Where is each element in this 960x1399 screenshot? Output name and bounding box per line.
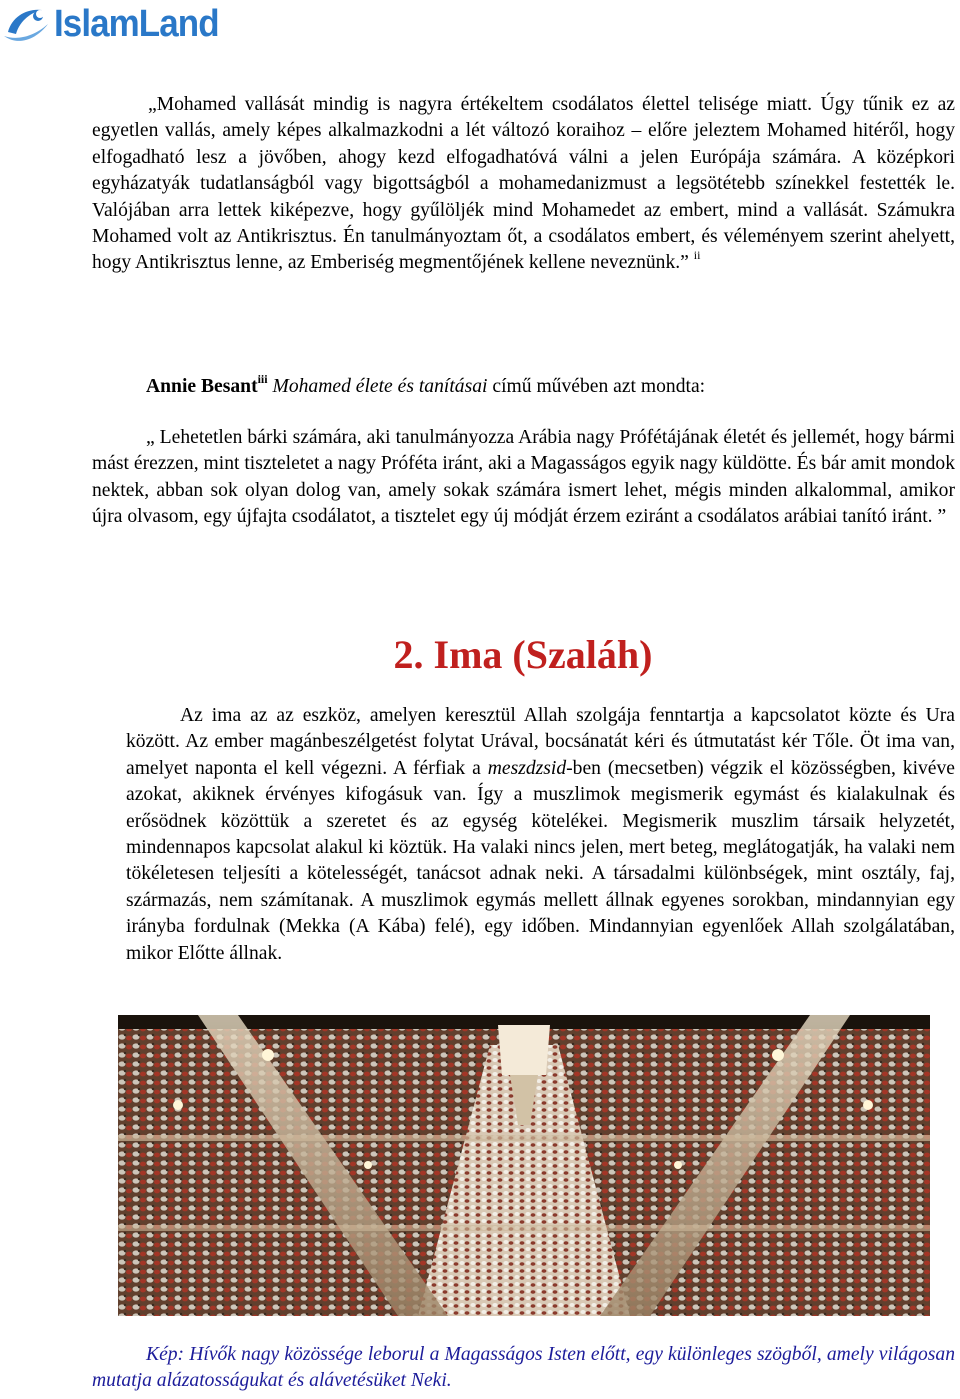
- crescent-swoosh-icon: [2, 2, 52, 46]
- footnote-marker[interactable]: iii: [257, 372, 268, 386]
- mosque-prayer-photo: [118, 1015, 930, 1316]
- quote-paragraph: [92, 92, 955, 277]
- besant-intro: [146, 374, 946, 400]
- author-name: Annie Besant: [146, 376, 258, 397]
- body-part2: -ben (mecsetben) végzik el közösségben, kivéve azokat, akiknek érvényes kifogásuk van. Így a muszlimok megismerik egymást és kialakulnak és erősödnek közöttük a szeretet és az egység kötelékei. Megismerik muszlim társaik helyzetét, mindennapos kapcsolat alakul ki köztük. Ha valaki nincs jelen, mert beteg, meglátogatják, ha valaki nem tökéletesen teljesíti a kötelességét, tanácsot adnak neki. A társadalmi különbségek, mint osztály, faj, származás, nem számítanak. A muszlimok egymás mellett állnak egyenes sorokban, mindannyian egy irányba fordulnak (Mekka (A Kába) felé), egy időben. Mindannyian egyenlőek Allah szolgálatában, mikor Előtte állnak.: [126, 757, 955, 964]
- logo-wordmark: IslamLand: [54, 3, 219, 45]
- quote-text: „Mohamed vallását mindig is nagyra értékeltem csodálatos élettel telisége miatt. Úgy tűnik ez az egyetlen vallás, amely képes alkalmazkodni a lét változó koraihoz – előre jeleztem Mohamed hitéről, hogy elfogadható lesz a jövőben, ahogy kezd elfogadhatóvá válni a jelen Európája számára. A középkori egyházatyák tudatlanságból vagy bigottságból a mohamedanizmust a legsötétebb színekkel festették le. Valójában arra lettek kiképezve, hogy gyűlöljék mind Mohamedet az embert, mind a vallását. Számukra Mohamed volt az Antikrisztus. Én tanulmányoztam őt, a csodálatos embert, és véleményem szerint ahelyett, hogy Antikrisztus lenne, az Emberiség megmentőjének kellene neveznünk.”: [92, 94, 955, 274]
- work-title: Mohamed élete és tanításai: [272, 376, 488, 397]
- besant-quote: „ Lehetetlen bárki számára, aki tanulmányozza Arábia nagy Prófétájának életét és jellemét, hogy bármi mást érezzen, mint tiszteletet a nagy Próféta iránt, aki a Magasságos egyik nagy küldötte. És bár amit mondok nektek, abban sok olyan dolog van, amely sokak számára ismert lehet, mégis minden alkalommal, amikor újra olvasom, egy újfajta csodálatot, a tisztelet egy új módját érzem eziránt a csodálatos arábiai tanító iránt. ”: [92, 427, 955, 528]
- photo-caption: Kép: Hívők nagy közössége leborul a Magasságos Isten előtt, egy különleges szögből, amely világosan mutatja alázatosságukat és alávetésüket Neki.: [92, 1344, 955, 1392]
- section-body: [126, 703, 955, 967]
- footnote-marker[interactable]: ii: [693, 248, 701, 263]
- islamland-logo[interactable]: [2, 2, 233, 46]
- intro-rest: című művében azt mondta:: [487, 376, 706, 397]
- section-heading: 2. Ima (Szaláh): [393, 632, 653, 677]
- body-part1: Az ima az az eszköz, amelyen keresztül Allah szolgája fenntartja a kapcsolatot közte és Ura között. Az ember magánbeszélgetést folytat Urával, bocsánatát kéri és útmutatást kér Tőle. Öt ima van, amelyet naponta el kell végezni. A férfiak a: [126, 705, 955, 779]
- body-term: meszdzsid: [487, 757, 567, 779]
